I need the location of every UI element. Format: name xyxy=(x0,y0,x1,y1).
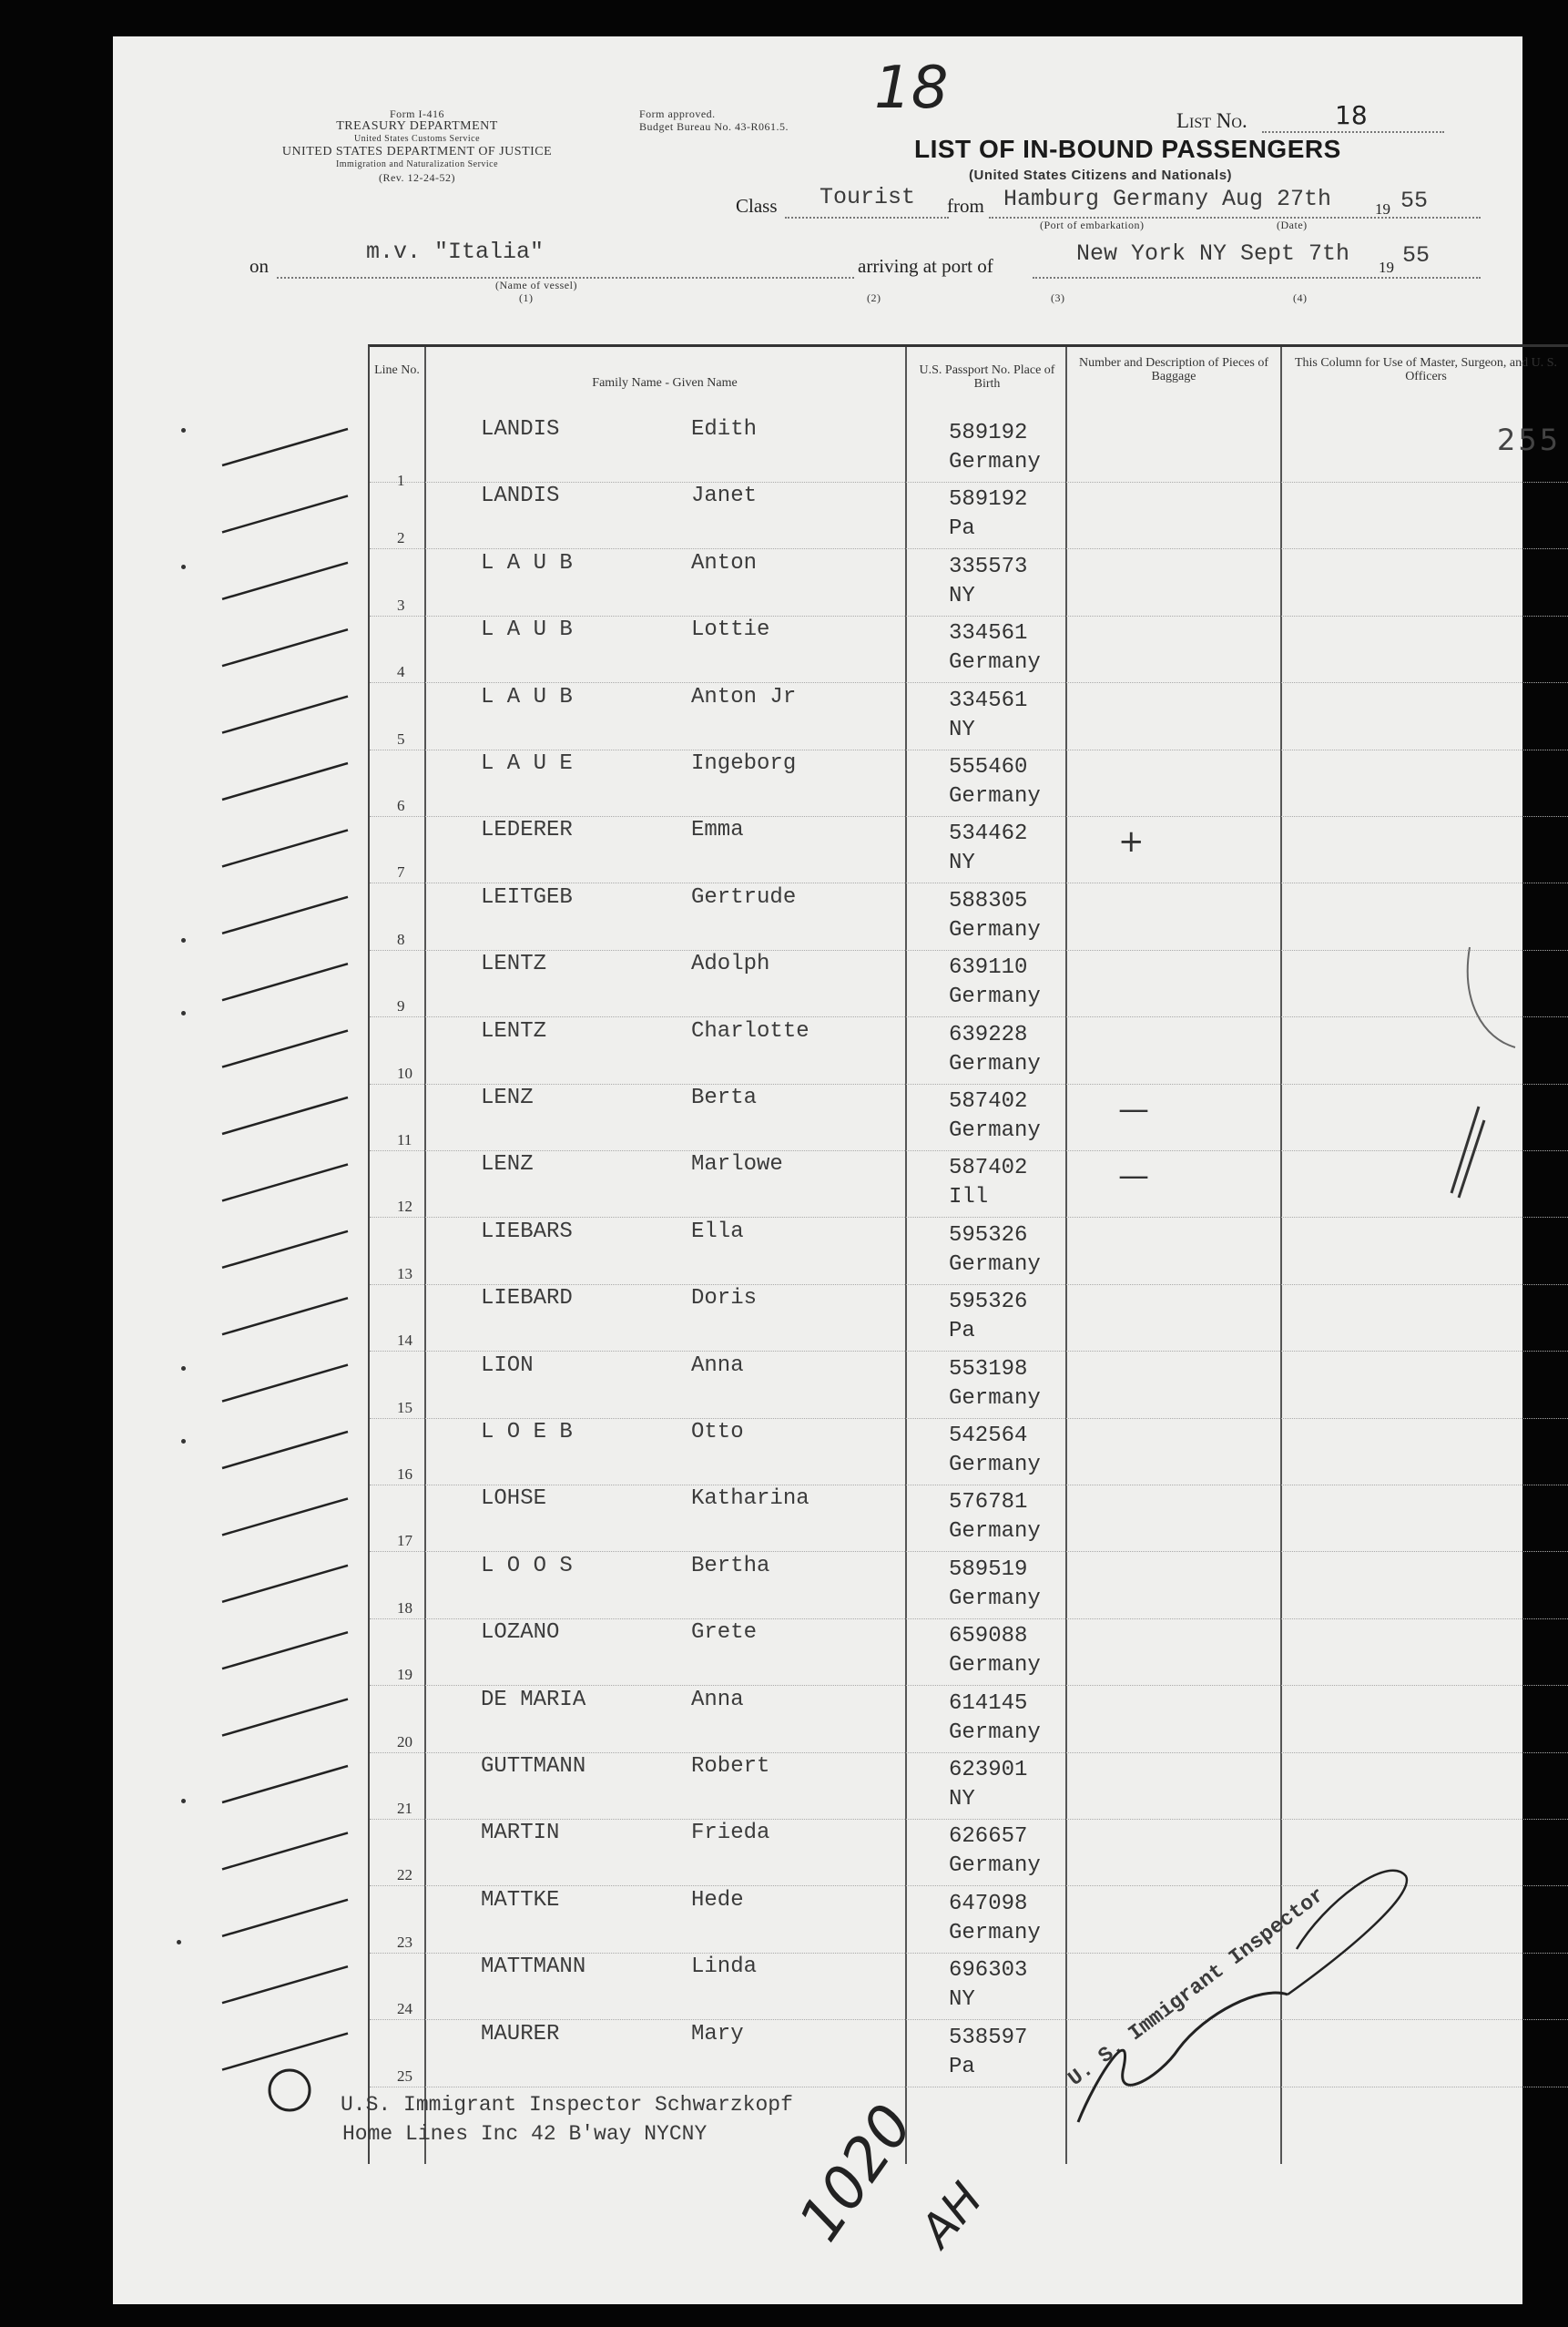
family-name: MATTMANN xyxy=(481,1954,586,1980)
check-tick xyxy=(222,1966,348,2003)
passport-number: 647098 xyxy=(949,1891,1028,1916)
handwritten-page-number: 18 xyxy=(874,55,949,122)
officer-note: 255 xyxy=(1497,423,1562,457)
given-name: Emma xyxy=(691,818,744,843)
given-name: Edith xyxy=(691,417,758,442)
given-name: Bertha xyxy=(691,1553,770,1578)
given-name: Otto xyxy=(691,1420,744,1444)
family-name: DE MARIA xyxy=(481,1687,586,1712)
passport-number: 589192 xyxy=(949,421,1028,445)
col-num-3: (3) xyxy=(1051,291,1065,304)
line-number: 4 xyxy=(397,663,405,681)
place-of-birth: Germany xyxy=(949,1853,1041,1879)
header-name: Family Name - Given Name xyxy=(592,376,738,390)
line-number: 5 xyxy=(397,730,405,748)
header-line-no: Line No. xyxy=(374,363,420,377)
family-name: MATTKE xyxy=(481,1887,560,1913)
place-of-birth: Germany xyxy=(949,1653,1041,1679)
ink-marks xyxy=(113,36,1522,2304)
line-number: 1 xyxy=(397,472,405,489)
passport-number: 334561 xyxy=(949,688,1028,713)
place-of-birth: Germany xyxy=(949,784,1041,809)
place-of-birth: Germany xyxy=(949,1586,1041,1611)
passport-number: 587402 xyxy=(949,1156,1028,1181)
list-no-value: 18 xyxy=(1335,100,1368,130)
given-name: Marlowe xyxy=(691,1152,783,1178)
line-number: 17 xyxy=(397,1532,412,1550)
baggage-mark: — xyxy=(1118,1091,1149,1128)
family-name: L A U E xyxy=(481,751,573,776)
place-of-birth: Pa xyxy=(949,516,975,542)
family-name: LION xyxy=(481,1352,534,1378)
passport-number: 626657 xyxy=(949,1824,1028,1850)
budget-bureau: Budget Bureau No. 43-R061.5. xyxy=(639,120,789,133)
given-name: Janet xyxy=(691,484,758,509)
passport-number: 335573 xyxy=(949,554,1028,579)
family-name: LOZANO xyxy=(481,1620,560,1646)
vessel-value: m.v. "Italia" xyxy=(366,239,545,265)
line-number: 22 xyxy=(397,1866,412,1884)
line-number: 2 xyxy=(397,529,405,547)
check-tick xyxy=(222,429,348,465)
passport-number: 534462 xyxy=(949,822,1028,847)
place-of-birth: Germany xyxy=(949,1385,1041,1411)
given-name: Ella xyxy=(691,1219,744,1244)
check-tick xyxy=(222,1900,348,1936)
family-name: L O E B xyxy=(481,1420,573,1444)
line-number: 25 xyxy=(397,2067,412,2085)
given-name: Anton xyxy=(691,550,758,576)
line-number: 9 xyxy=(397,997,405,1016)
margin-pencil-mark xyxy=(1451,1107,1484,1198)
given-name: Adolph xyxy=(691,952,770,977)
passport-number: 589519 xyxy=(949,1556,1028,1582)
ins-service: Immigration and Naturalization Service xyxy=(335,159,499,169)
vessel-caption: (Name of vessel) xyxy=(495,279,577,291)
year-prefix: 19 xyxy=(1375,200,1390,218)
place-of-birth: Germany xyxy=(949,917,1041,943)
check-tick xyxy=(222,697,348,733)
given-name: Linda xyxy=(691,1954,758,1980)
given-name: Charlotte xyxy=(691,1018,809,1044)
place-of-birth: Pa xyxy=(949,1319,975,1344)
check-tick xyxy=(222,1832,348,1869)
place-of-birth: Germany xyxy=(949,1519,1041,1545)
family-name: LENTZ xyxy=(481,952,547,977)
line-number: 12 xyxy=(397,1198,412,1216)
given-name: Grete xyxy=(691,1620,758,1646)
footer-typed-line-1: U.S. Immigrant Inspector Schwarzkopf xyxy=(341,2093,793,2117)
form-number: Form I-416 xyxy=(390,107,444,120)
passport-number: 595326 xyxy=(949,1290,1028,1315)
line-number: 3 xyxy=(397,596,405,614)
place-of-birth: Ill xyxy=(949,1185,989,1210)
col-num-1: (1) xyxy=(519,291,534,304)
class-value: Tourist xyxy=(820,184,916,210)
class-label: Class xyxy=(736,195,778,217)
family-name: MAURER xyxy=(481,2021,560,2046)
line-number: 20 xyxy=(397,1732,412,1750)
given-name: Mary xyxy=(691,2021,744,2046)
justice-dept: UNITED STATES DEPARTMENT OF JUSTICE xyxy=(281,145,553,158)
header-passport: U.S. Passport No. Place of Birth xyxy=(919,363,1055,391)
place-of-birth: NY xyxy=(949,1987,975,2013)
place-of-birth: Germany xyxy=(949,1920,1041,1945)
form-approved: Form approved. xyxy=(639,107,716,120)
place-of-birth: Germany xyxy=(949,1251,1041,1277)
check-tick xyxy=(222,1432,348,1468)
family-name: LENZ xyxy=(481,1152,534,1178)
check-tick xyxy=(222,897,348,934)
family-name: LENTZ xyxy=(481,1018,547,1044)
arriving-label: arriving at port of xyxy=(858,255,993,277)
line-number: 14 xyxy=(397,1332,412,1350)
passport-number: 555460 xyxy=(949,755,1028,780)
line-number: 10 xyxy=(397,1064,412,1082)
check-tick xyxy=(222,1097,348,1134)
line-number: 21 xyxy=(397,1800,412,1817)
line-number: 11 xyxy=(397,1131,412,1148)
check-tick xyxy=(222,830,348,866)
given-name: Anton Jr xyxy=(691,684,797,709)
port-caption: (Port of embarkation) xyxy=(1040,219,1145,231)
year-value: 55 xyxy=(1400,188,1429,214)
line-number: 16 xyxy=(397,1465,412,1483)
header-baggage: Number and Description of Pieces of Baggage xyxy=(1079,356,1268,383)
family-name: L A U B xyxy=(481,684,573,709)
check-tick xyxy=(222,1766,348,1802)
on-label: on xyxy=(249,255,269,277)
arrival-year-prefix: 19 xyxy=(1379,259,1394,276)
passport-number: 334561 xyxy=(949,621,1028,647)
signature-loop xyxy=(1288,1871,1407,1995)
given-name: Gertrude xyxy=(691,884,797,910)
family-name: LIEBARS xyxy=(481,1219,573,1244)
check-tick xyxy=(222,563,348,599)
revision-date: (Rev. 12-24-52) xyxy=(378,171,456,184)
family-name: GUTTMANN xyxy=(481,1754,586,1779)
passport-number: 587402 xyxy=(949,1089,1028,1114)
family-name: LOHSE xyxy=(481,1486,547,1512)
place-of-birth: NY xyxy=(949,1787,975,1812)
given-name: Lottie xyxy=(691,617,770,643)
line-number: 6 xyxy=(397,797,405,814)
inspector-signature xyxy=(1078,1993,1288,2122)
customs-service: United States Customs Service xyxy=(353,134,481,144)
col-num-4: (4) xyxy=(1293,291,1308,304)
given-name: Doris xyxy=(691,1286,758,1311)
line-number: 18 xyxy=(397,1598,412,1617)
check-tick xyxy=(222,1031,348,1067)
place-of-birth: Pa xyxy=(949,2054,975,2079)
arrival-value: New York NY Sept 7th xyxy=(1076,240,1350,267)
passport-number: 576781 xyxy=(949,1490,1028,1516)
passport-number: 639110 xyxy=(949,955,1028,981)
footer-typed-line-2: Home Lines Inc 42 B'way NYCNY xyxy=(342,2122,708,2146)
line-number: 13 xyxy=(397,1264,412,1282)
line-number: 23 xyxy=(397,1933,412,1951)
check-tick xyxy=(222,1498,348,1535)
date-caption: (Date) xyxy=(1277,219,1308,231)
passport-number: 589192 xyxy=(949,487,1028,513)
family-name: L O O S xyxy=(481,1553,573,1578)
place-of-birth: Germany xyxy=(949,1051,1041,1077)
place-of-birth: Germany xyxy=(949,1118,1041,1143)
given-name: Frieda xyxy=(691,1821,770,1846)
immigrant-inspector-stamp: U. S. Immigrant Inspector xyxy=(1064,1883,1329,2091)
family-name: LANDIS xyxy=(481,417,560,442)
place-of-birth: NY xyxy=(949,583,975,608)
family-name: LENZ xyxy=(481,1086,534,1110)
given-name: Anna xyxy=(691,1352,744,1378)
page-subtitle: (United States Citizens and Nationals) xyxy=(969,168,1233,183)
check-tick xyxy=(222,964,348,1000)
place-of-birth: Germany xyxy=(949,1453,1041,1477)
margin-pencil-curve xyxy=(1468,947,1515,1047)
treasury-dept: TREASURY DEPARTMENT xyxy=(336,119,498,133)
line-number: 15 xyxy=(397,1398,412,1416)
passport-number: 639228 xyxy=(949,1022,1028,1047)
given-name: Anna xyxy=(691,1687,744,1712)
family-name: L A U B xyxy=(481,617,573,643)
handwritten-code: 1020 xyxy=(786,2093,927,2253)
given-name: Hede xyxy=(691,1887,744,1913)
place-of-birth: NY xyxy=(949,851,975,876)
family-name: L A U B xyxy=(481,550,573,576)
place-of-birth: Germany xyxy=(949,450,1041,475)
family-name: LIEBARD xyxy=(481,1286,573,1311)
passport-number: 542564 xyxy=(949,1424,1028,1448)
check-tick xyxy=(222,1632,348,1669)
passport-number: 614145 xyxy=(949,1690,1028,1716)
given-name: Robert xyxy=(691,1754,770,1779)
place-of-birth: NY xyxy=(949,717,975,742)
passport-number: 595326 xyxy=(949,1222,1028,1248)
circled-row-mark xyxy=(270,2070,310,2110)
passport-number: 623901 xyxy=(949,1758,1028,1782)
check-tick xyxy=(222,1699,348,1736)
passport-number: 659088 xyxy=(949,1624,1028,1649)
passport-number: 588305 xyxy=(949,888,1028,913)
family-name: MARTIN xyxy=(481,1821,560,1846)
page-title: LIST OF IN-BOUND PASSENGERS xyxy=(914,135,1341,163)
manifest-page xyxy=(113,36,1562,2304)
arrival-year-value: 55 xyxy=(1402,242,1431,269)
family-name: LEITGEB xyxy=(481,884,573,910)
baggage-mark: + xyxy=(1118,823,1145,861)
line-number: 24 xyxy=(397,2000,412,2018)
family-name: LANDIS xyxy=(481,484,560,509)
place-of-birth: Germany xyxy=(949,1720,1041,1745)
check-tick xyxy=(222,2034,348,2070)
from-label: from xyxy=(947,195,984,217)
given-name: Berta xyxy=(691,1086,758,1110)
place-of-birth: Germany xyxy=(949,650,1041,676)
from-value: Hamburg Germany Aug 27th xyxy=(1003,186,1332,212)
baggage-mark: — xyxy=(1118,1158,1149,1195)
handwritten-initials: AH xyxy=(910,2172,993,2257)
check-tick xyxy=(222,629,348,666)
check-tick xyxy=(222,1298,348,1334)
check-tick xyxy=(222,1164,348,1200)
check-tick xyxy=(222,1566,348,1602)
line-number: 19 xyxy=(397,1666,412,1684)
given-name: Katharina xyxy=(691,1486,809,1512)
passport-number: 553198 xyxy=(949,1356,1028,1382)
check-tick xyxy=(222,495,348,532)
passport-number: 696303 xyxy=(949,1958,1028,1984)
check-tick xyxy=(222,1365,348,1402)
passport-number: 538597 xyxy=(949,2025,1028,2050)
check-tick xyxy=(222,763,348,800)
check-tick xyxy=(222,1231,348,1268)
line-number: 7 xyxy=(397,863,405,882)
header-officers: This Column for Use of Master, Surgeon, and U. S. Officers xyxy=(1294,356,1558,383)
line-number: 8 xyxy=(397,930,405,948)
given-name: Ingeborg xyxy=(691,751,797,776)
list-no-label: List No. xyxy=(1176,109,1247,132)
col-num-2: (2) xyxy=(867,291,881,304)
family-name: LEDERER xyxy=(481,818,573,843)
place-of-birth: Germany xyxy=(949,985,1041,1010)
